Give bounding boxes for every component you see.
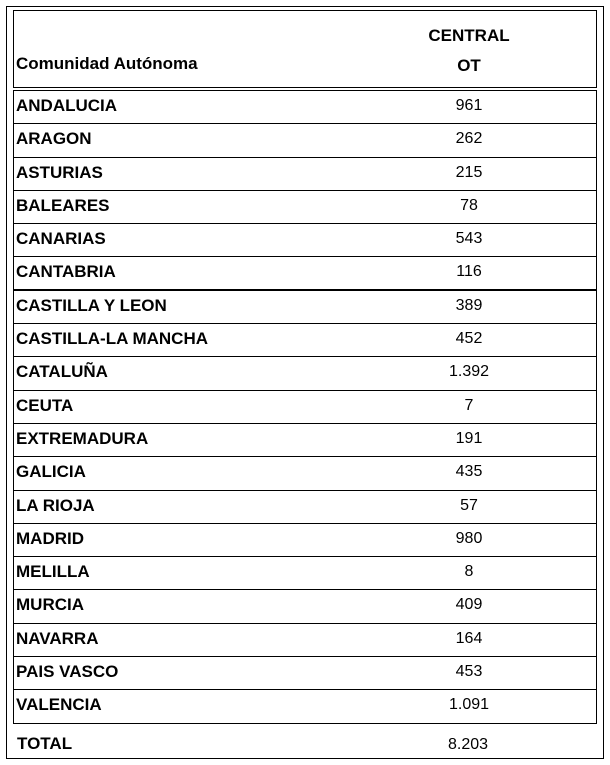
region-name: ARAGON: [16, 129, 92, 149]
region-name: EXTREMADURA: [16, 428, 149, 448]
central-ot-value: 543: [455, 230, 483, 248]
table-row: [14, 291, 596, 324]
total-label: TOTAL: [17, 734, 73, 753]
table-row: [14, 590, 596, 623]
total-value: 8.203: [447, 736, 489, 753]
table-row: [14, 491, 596, 524]
central-ot-value: 980: [455, 529, 483, 547]
table-row: [14, 257, 596, 290]
central-ot-header-line2: OT: [457, 56, 481, 75]
central-ot-value: 164: [455, 629, 483, 647]
table-row: [14, 457, 596, 490]
central-ot-value: 435: [455, 463, 483, 481]
table-row: [14, 657, 596, 690]
table-row: [14, 557, 596, 590]
central-ot-value: 389: [455, 296, 483, 314]
table-row: [14, 357, 596, 390]
region-name: BALEARES: [16, 195, 110, 215]
region-name: CANARIAS: [16, 229, 106, 249]
central-ot-value: 116: [456, 263, 482, 281]
central-ot-value: 262: [455, 130, 483, 148]
region-name: CANTABRIA: [16, 262, 116, 282]
table-row: [14, 91, 596, 124]
central-ot-value: 1.392: [448, 363, 490, 381]
region-name: LA RIOJA: [16, 495, 95, 515]
table-header: [13, 10, 597, 88]
region-name: MELILLA: [16, 562, 90, 582]
table-body: [13, 90, 597, 724]
table-row: [14, 524, 596, 557]
region-name: ASTURIAS: [16, 162, 103, 182]
central-ot-value: 191: [455, 429, 483, 447]
central-ot-value: 57: [460, 496, 478, 514]
central-ot-value: 8: [464, 563, 474, 581]
region-name: ANDALUCIA: [16, 96, 118, 115]
table-row: [14, 324, 596, 357]
table-row: [14, 690, 596, 723]
region-name: GALICIA: [16, 462, 86, 482]
region-name: CASTILLA-LA MANCHA: [16, 329, 209, 349]
central-ot-value: 215: [455, 163, 483, 181]
region-name: MADRID: [16, 528, 84, 548]
central-ot-value: 409: [455, 596, 483, 614]
central-ot-value: 7: [464, 396, 474, 414]
central-ot-value: 452: [455, 330, 483, 348]
region-name: CEUTA: [16, 395, 74, 415]
central-ot-header-line1: CENTRAL: [428, 26, 510, 45]
region-name: CASTILLA Y LEON: [16, 295, 167, 315]
region-name: VALENCIA: [16, 695, 102, 715]
region-name: MURCIA: [16, 595, 84, 615]
table-row: [14, 224, 596, 257]
region-column-header: Comunidad Autónoma: [16, 54, 198, 73]
table-row: [14, 124, 596, 157]
central-ot-value: 961: [455, 97, 483, 114]
region-name: CATALUÑA: [16, 362, 108, 382]
central-ot-column-header: [424, 21, 514, 81]
table-row: [14, 158, 596, 191]
table-row: [14, 391, 596, 424]
table-row: [14, 424, 596, 457]
central-ot-value: 453: [455, 663, 483, 681]
central-ot-value: 1.091: [448, 696, 490, 714]
region-name: PAIS VASCO: [16, 662, 119, 682]
central-ot-value: 78: [460, 196, 478, 214]
table-row: [14, 624, 596, 657]
region-name: NAVARRA: [16, 628, 99, 648]
total-row: [13, 724, 597, 758]
table-row: [14, 191, 596, 224]
